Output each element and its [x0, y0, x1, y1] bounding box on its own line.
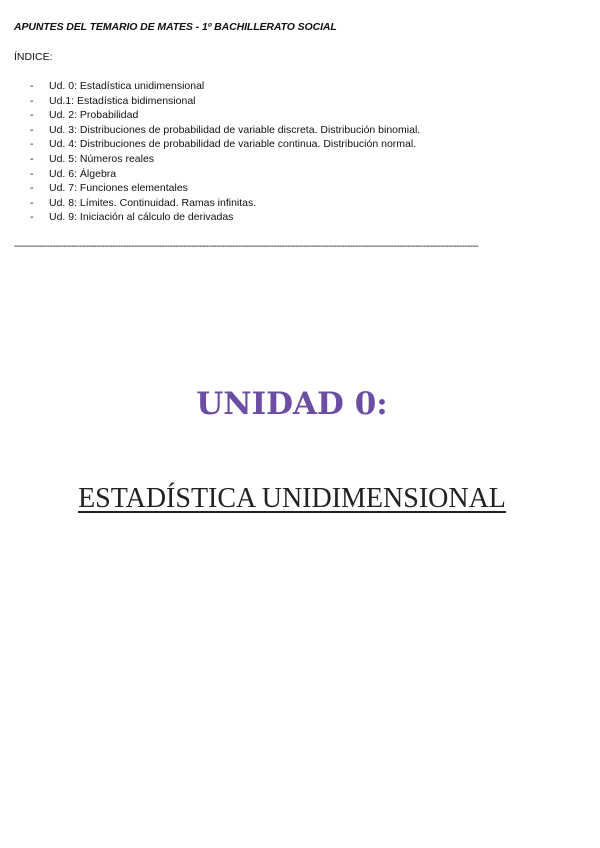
- unit-subtitle-wrapper: [0, 483, 584, 515]
- document-title: APUNTES DEL TEMARIO DE MATES - 1º BACHILLERATO SOCIAL: [14, 21, 337, 33]
- unit-title: UNIDAD 0:: [196, 386, 388, 422]
- index-heading: ÍNDICE:: [14, 51, 53, 63]
- index-item: [30, 80, 420, 95]
- list-bullet: -: [30, 109, 34, 122]
- index-item-label: Ud. 4: Distribuciones de probabilidad de variable continua. Distribución normal.: [49, 138, 417, 151]
- index-item-label: Ud. 0: Estadística unidimensional: [49, 80, 205, 92]
- index-item: [30, 109, 420, 124]
- list-bullet: -: [30, 138, 34, 151]
- index-item: [30, 182, 420, 197]
- index-item: [30, 138, 420, 153]
- index-item: [30, 168, 420, 183]
- list-bullet: -: [30, 94, 34, 107]
- index-list: [30, 80, 420, 226]
- list-bullet: -: [30, 196, 34, 209]
- list-bullet: -: [30, 152, 34, 165]
- index-item: [30, 153, 420, 168]
- list-bullet: -: [30, 182, 34, 195]
- index-item-label: Ud. 6: Álgebra: [49, 167, 117, 180]
- index-item: [30, 211, 420, 226]
- index-item-label: Ud. 5: Números reales: [49, 152, 155, 165]
- index-item-label: Ud. 9: Iniciación al cálculo de derivadas: [49, 211, 234, 224]
- list-bullet: -: [30, 123, 34, 136]
- index-item-label: Ud. 3: Distribuciones de probabilidad de variable discreta. Distribución binomial.: [49, 123, 421, 136]
- index-item-label: Ud. 2: Probabilidad: [49, 109, 139, 122]
- index-item-label: Ud. 7: Funciones elementales: [49, 182, 188, 195]
- index-item: [30, 95, 420, 110]
- dashed-separator: --------------------------------------------------------------------------------------------------------------------------------------------------------------------------: [14, 241, 479, 252]
- index-item: [30, 197, 420, 212]
- list-bullet: -: [30, 80, 34, 92]
- unit-subtitle: ESTADÍSTICA UNIDIMENSIONAL: [78, 483, 506, 514]
- index-item-label: Ud.1: Estadística bidimensional: [49, 94, 196, 107]
- index-item-label: Ud. 8: Límites. Continuidad. Ramas infinitas.: [49, 196, 257, 209]
- list-bullet: -: [30, 167, 34, 180]
- index-item: [30, 124, 420, 139]
- list-bullet: -: [30, 211, 34, 224]
